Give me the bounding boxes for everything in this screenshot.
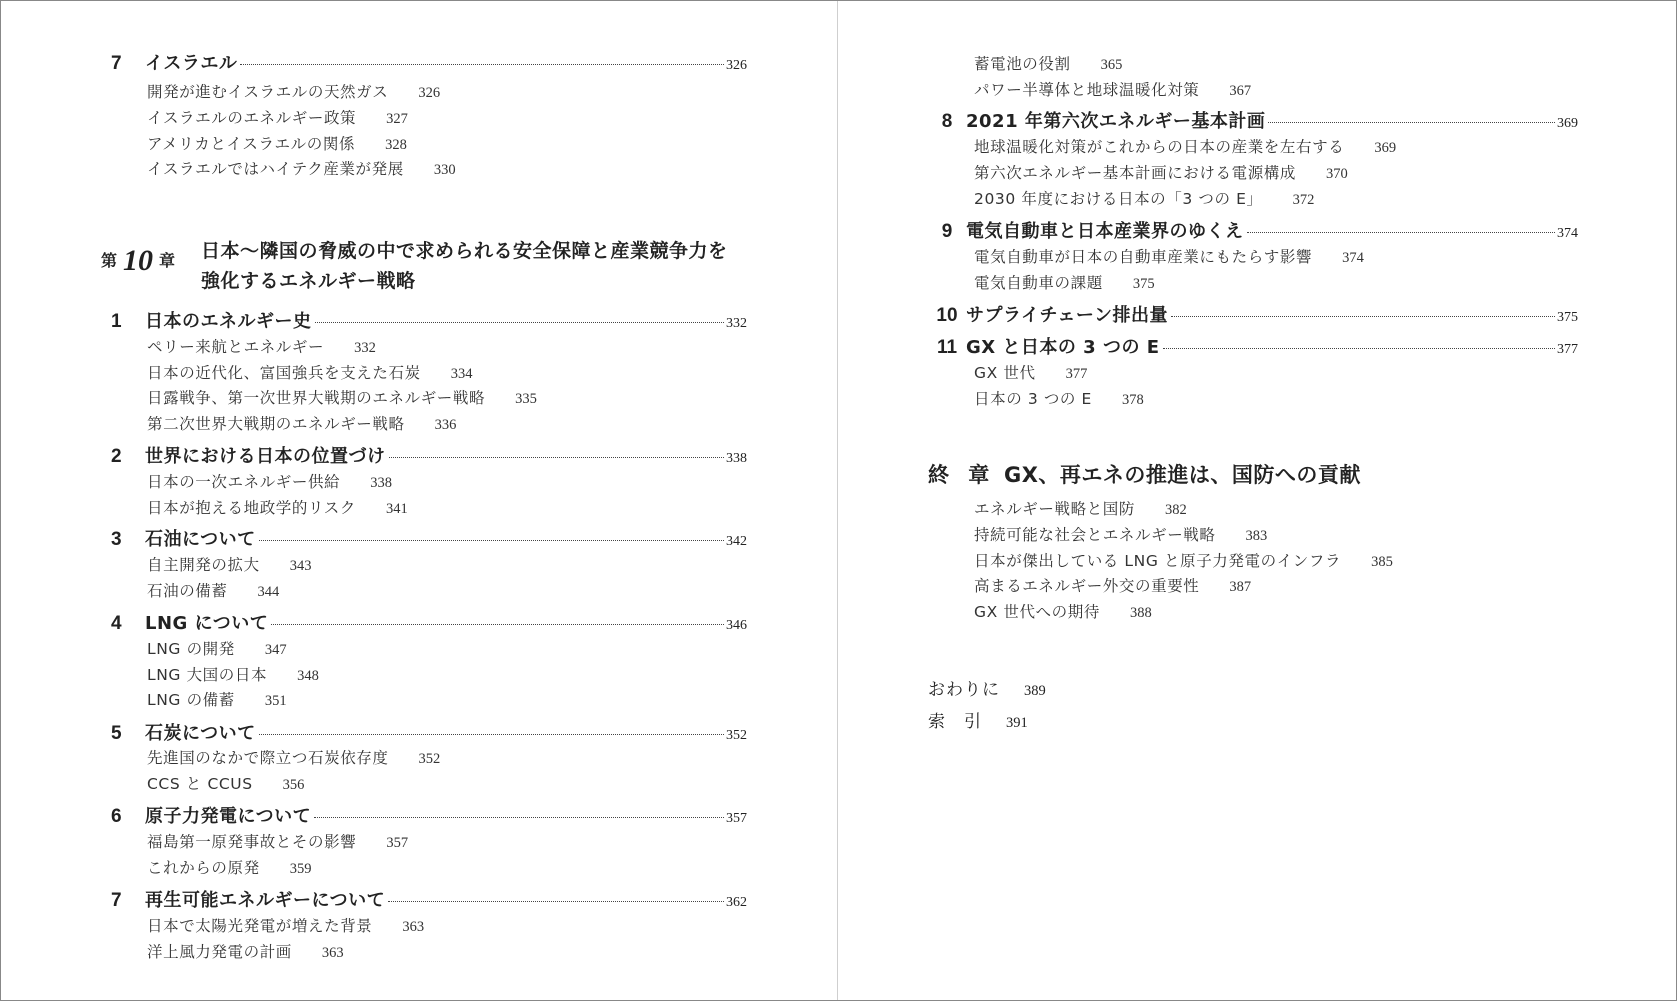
toc-item[interactable] [147, 856, 311, 878]
toc-item[interactable] [147, 940, 344, 962]
section-page: 338 [726, 451, 747, 466]
item-title: GX 世代 [974, 364, 1036, 382]
dot-leader [388, 901, 724, 902]
page-gutter [837, 1, 838, 1000]
section-page: 374 [1557, 226, 1578, 241]
toc-item[interactable] [147, 132, 407, 154]
item-page: 347 [264, 642, 287, 658]
item-page: 334 [450, 366, 473, 382]
item-title: 2030 年度における日本の「3 つの E」 [974, 190, 1263, 208]
back-matter-page: 391 [1006, 715, 1028, 731]
dot-leader [240, 64, 724, 65]
item-page: 367 [1229, 83, 1252, 99]
toc-item[interactable] [147, 772, 304, 794]
item-page: 369 [1374, 140, 1397, 156]
toc-item[interactable] [974, 361, 1087, 383]
section-title: 世界における日本の位置づけ [145, 446, 386, 467]
item-title: パワー半導体と地球温暖化対策 [974, 81, 1200, 99]
toc-section[interactable] [111, 719, 747, 745]
item-page: 352 [418, 751, 441, 767]
section-number: 2 [111, 446, 122, 467]
section-title: 石炭について [145, 723, 256, 744]
item-page: 330 [433, 162, 456, 178]
section-page: 352 [726, 728, 747, 743]
toc-item[interactable] [974, 135, 1396, 157]
item-title: LNG の備蓄 [147, 691, 235, 709]
section-page: 332 [726, 316, 747, 331]
dot-leader [259, 540, 724, 541]
item-title: 日本の近代化、富国強兵を支えた石炭 [147, 364, 421, 382]
item-page: 344 [257, 584, 280, 600]
final-chapter-label: 終 章 [928, 463, 996, 487]
item-title: 自主開発の拡大 [147, 556, 260, 574]
item-page: 328 [385, 137, 407, 153]
section-page: 346 [726, 618, 747, 633]
final-chapter-title: GX、再エネの推進は、国防への貢献 [1004, 463, 1361, 487]
item-title: 日本が傑出している LNG と原子力発電のインフラ [974, 552, 1342, 570]
chapter-heading[interactable] [101, 236, 741, 296]
toc-item[interactable] [974, 600, 1152, 622]
back-matter-page: 389 [1024, 683, 1046, 699]
item-page: 341 [386, 501, 408, 517]
toc-item[interactable] [147, 386, 537, 408]
toc-item[interactable] [974, 574, 1251, 596]
dot-leader [314, 817, 724, 818]
item-title: これからの原発 [147, 859, 260, 877]
dot-leader [1163, 348, 1555, 349]
item-title: LNG の開発 [147, 640, 235, 658]
section-number: 4 [111, 613, 122, 634]
item-title: 洋上風力発電の計画 [147, 943, 292, 961]
toc-item[interactable] [974, 271, 1155, 293]
toc-item[interactable] [147, 412, 456, 434]
toc-section[interactable] [111, 802, 747, 828]
item-page: 365 [1100, 57, 1123, 73]
section-page: 357 [726, 811, 747, 826]
chapter-label [101, 236, 201, 296]
item-page: 332 [354, 340, 376, 356]
toc-item[interactable] [147, 335, 376, 357]
section-page: 375 [1557, 310, 1578, 325]
dot-leader [315, 322, 725, 323]
item-page: 382 [1165, 502, 1187, 518]
section-number: 3 [111, 529, 122, 550]
section-number: 1 [111, 311, 122, 332]
toc-item[interactable] [147, 496, 408, 518]
dot-leader [1268, 122, 1555, 123]
item-title: イスラエルのエネルギー政策 [147, 109, 357, 127]
item-title: 日本の一次エネルギー供給 [147, 473, 341, 491]
section-number: 5 [111, 723, 122, 744]
toc-section[interactable] [928, 217, 1578, 243]
item-page: 374 [1342, 250, 1364, 266]
toc-item[interactable] [147, 914, 424, 936]
toc-section[interactable] [111, 525, 747, 551]
section-title: イスラエル [145, 53, 238, 74]
item-title: 日本が抱える地政学的リスク [147, 499, 356, 517]
toc-section[interactable] [111, 886, 747, 912]
chapter-prefix: 第 [101, 251, 118, 270]
section-number: 10 [936, 305, 958, 326]
item-page: 385 [1371, 554, 1393, 570]
toc-item[interactable] [974, 78, 1251, 100]
section-title: 電気自動車と日本産業界のゆくえ [966, 221, 1244, 242]
item-page: 338 [370, 475, 392, 491]
section-page: 377 [1557, 342, 1578, 357]
item-page: 377 [1065, 366, 1088, 382]
item-page: 357 [386, 835, 409, 851]
item-title: CCS と CCUS [147, 775, 253, 793]
item-page: 378 [1121, 392, 1144, 408]
item-title: 開発が進むイスラエルの天然ガス [147, 83, 389, 101]
toc-item[interactable] [147, 830, 408, 852]
item-title: 高まるエネルギー外交の重要性 [974, 577, 1200, 595]
toc-section[interactable] [111, 49, 747, 75]
item-title: 第六次エネルギー基本計画における電源構成 [974, 164, 1297, 182]
section-page: 342 [726, 534, 747, 549]
item-page: 326 [418, 85, 441, 101]
section-number: 7 [111, 890, 122, 911]
toc-item[interactable] [147, 361, 472, 383]
section-number: 6 [111, 806, 122, 827]
section-title: 原子力発電について [145, 806, 312, 827]
toc-item[interactable] [147, 553, 311, 575]
toc-item[interactable] [974, 523, 1267, 545]
item-title: 持続可能な社会とエネルギー戦略 [974, 526, 1216, 544]
item-page: 356 [282, 777, 305, 793]
dot-leader [1171, 316, 1555, 317]
back-matter-title: 索 引 [928, 712, 982, 732]
item-title: 蓄電池の役割 [974, 55, 1071, 73]
back-matter-index[interactable] [928, 707, 1028, 732]
item-page: 363 [402, 919, 425, 935]
item-title: 福島第一原発事故とその影響 [147, 833, 357, 851]
chapter-suffix: 章 [159, 251, 176, 270]
item-page: 343 [289, 558, 312, 574]
item-page: 370 [1326, 166, 1348, 182]
section-title: GX と日本の 3 つの E [966, 337, 1160, 358]
item-page: 383 [1245, 528, 1268, 544]
back-matter-title: おわりに [928, 680, 1000, 700]
section-number: 11 [936, 337, 958, 358]
chapter-title: 日本〜隣国の脅威の中で求められる安全保障と産業競争力を強化するエネルギー戦略 [201, 240, 728, 292]
toc-item[interactable] [974, 497, 1187, 519]
toc-item[interactable] [147, 637, 287, 659]
dot-leader [271, 624, 724, 625]
item-title: GX 世代への期待 [974, 603, 1100, 621]
section-number: 8 [941, 111, 953, 132]
toc-item[interactable] [147, 80, 440, 102]
item-title: 日本の 3 つの E [974, 390, 1092, 408]
toc-item[interactable] [974, 245, 1364, 267]
item-page: 375 [1132, 276, 1155, 292]
toc-item[interactable] [974, 549, 1393, 571]
item-title: LNG 大国の日本 [147, 666, 268, 684]
toc-item[interactable] [974, 52, 1122, 74]
section-number: 9 [941, 221, 953, 242]
toc-section[interactable] [111, 609, 747, 635]
toc-item[interactable] [147, 579, 279, 601]
section-title: サプライチェーン排出量 [966, 305, 1169, 326]
section-number: 7 [111, 53, 122, 74]
item-page: 372 [1292, 192, 1315, 208]
toc-section[interactable] [111, 307, 747, 333]
item-page: 348 [297, 668, 319, 684]
section-title: LNG について [145, 613, 269, 634]
final-chapter-heading[interactable] [928, 459, 1361, 489]
item-title: 先進国のなかで際立つ石炭依存度 [147, 749, 389, 767]
toc-item[interactable] [974, 187, 1314, 209]
toc-section[interactable] [928, 301, 1578, 327]
dot-leader [259, 734, 724, 735]
section-title: 石油について [145, 529, 256, 550]
section-page: 362 [726, 895, 747, 910]
item-title: エネルギー戦略と国防 [974, 500, 1136, 518]
item-page: 388 [1129, 605, 1152, 621]
item-title: 日本で太陽光発電が増えた背景 [147, 917, 373, 935]
item-page: 359 [289, 861, 312, 877]
section-title: 再生可能エネルギーについて [145, 890, 386, 911]
item-title: ペリー来航とエネルギー [147, 338, 325, 356]
dot-leader [1247, 232, 1556, 233]
toc-item[interactable] [147, 663, 319, 685]
item-title: 日露戦争、第一次世界大戦期のエネルギー戦略 [147, 389, 486, 407]
toc-item[interactable] [147, 470, 392, 492]
toc-section[interactable] [111, 442, 747, 468]
toc-item[interactable] [974, 387, 1144, 409]
back-matter-afterword[interactable] [928, 675, 1046, 700]
item-title: 電気自動車の課題 [974, 274, 1103, 292]
section-page: 326 [726, 58, 747, 73]
item-page: 363 [321, 945, 344, 961]
toc-item[interactable] [147, 157, 456, 179]
toc-item[interactable] [147, 746, 440, 768]
item-page: 335 [515, 391, 537, 407]
dot-leader [389, 457, 725, 458]
toc-section[interactable] [928, 107, 1578, 133]
item-title: 石油の備蓄 [147, 582, 228, 600]
item-page: 387 [1229, 579, 1252, 595]
item-title: 第二次世界大戦期のエネルギー戦略 [147, 415, 405, 433]
item-page: 351 [264, 693, 287, 709]
section-title: 日本のエネルギー史 [145, 311, 312, 332]
toc-item[interactable] [147, 106, 408, 128]
toc-section[interactable] [928, 333, 1578, 359]
section-title: 2021 年第六次エネルギー基本計画 [966, 111, 1266, 132]
chapter-number: 10 [123, 244, 154, 277]
toc-item[interactable] [974, 161, 1348, 183]
item-title: 電気自動車が日本の自動車産業にもたらす影響 [974, 248, 1313, 266]
item-title: アメリカとイスラエルの関係 [147, 135, 356, 153]
item-title: 地球温暖化対策がこれからの日本の産業を左右する [974, 138, 1345, 156]
section-page: 369 [1557, 116, 1578, 131]
item-page: 336 [434, 417, 457, 433]
item-title: イスラエルではハイテク産業が発展 [147, 160, 404, 178]
toc-item[interactable] [147, 688, 287, 710]
item-page: 327 [386, 111, 408, 127]
